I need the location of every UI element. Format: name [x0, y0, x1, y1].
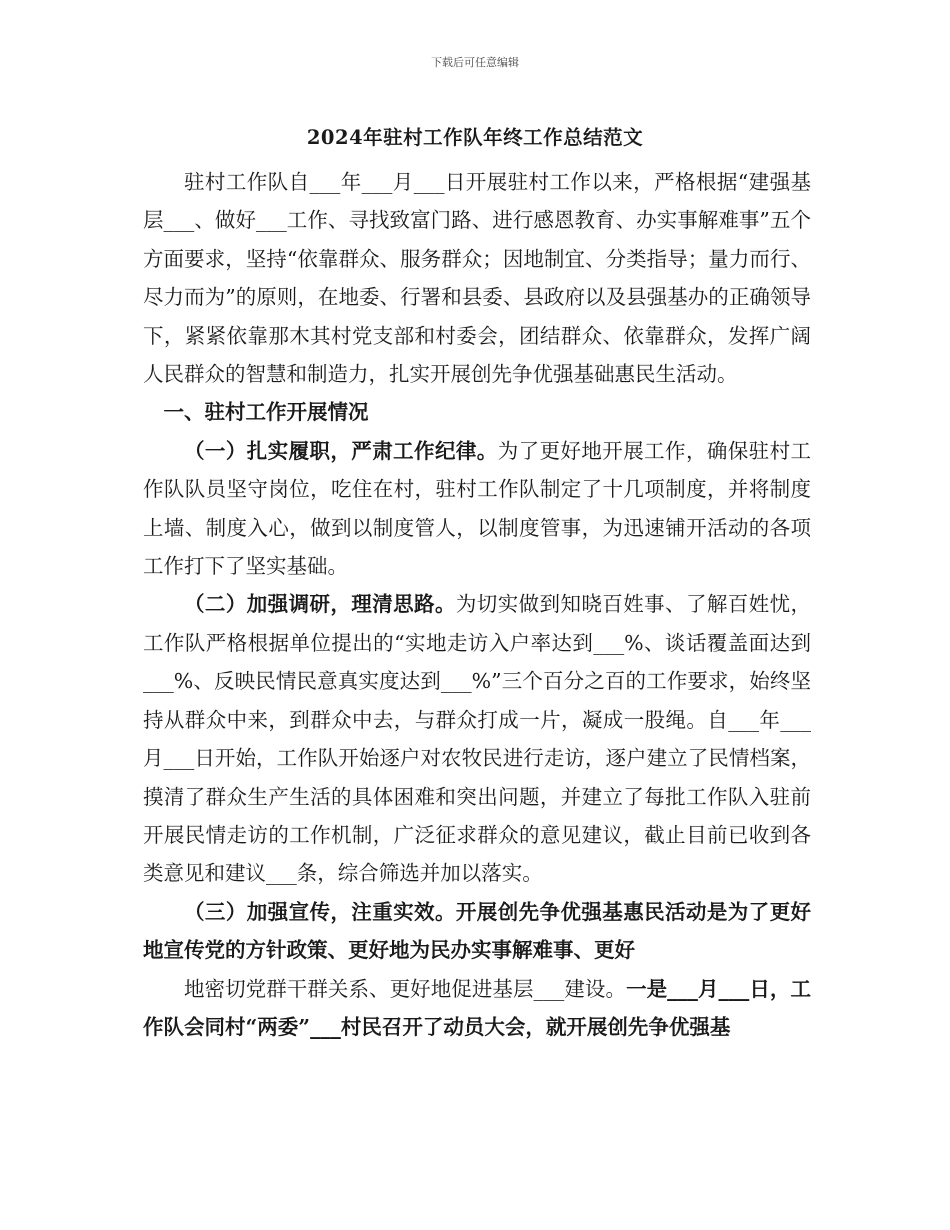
header-note: 下载后可任意编辑 [431, 56, 519, 69]
item3-continuation [143, 970, 811, 1047]
item1-paragraph [143, 432, 811, 586]
document-body [143, 163, 811, 1046]
item2-text: 为切实做到知晓百姓事、了解百姓忧，工作队严格根据单位提出的“实地走访入户率达到___%、谈话覆盖面达到___%、反映民情民意真实度达到___%”三个百分之百的工作要求，始终坚持从群众中来，到群众中去，与群众打成一片，凝成一股绳。自___年___月___日开始，工作队开始逐户对农牧民进行走访，逐户建立了民情档案，摸清了群众生产生活的具体困难和突出问题，并建立了每批工作队入驻前开展民情走访的工作机制，广泛征求群众的意见建议，截止目前已收到各类意见和建议___条，综合筛选并加以落实。 [143, 592, 812, 886]
section-heading: 一、驻村工作开展情况 [163, 400, 369, 425]
item3-cont-bold: 一是___月___日，工作队会同村“两委”___村民召开了动员大会，就开展创先争优强基 [143, 976, 811, 1039]
item2-heading: （二）加强调研，理清思路。 [184, 592, 456, 617]
item2-paragraph [143, 585, 811, 892]
item1-heading: （一）扎实履职，严肃工作纪律。 [184, 438, 498, 463]
item1-text: 为了更好地开展工作，确保驻村工作队队员坚守岗位，吃住在村，驻村工作队制定了十几项制度，并将制度上墙、制度入心，做到以制度管人，以制度管事，为迅速铺开活动的各项工作打下了坚实基础。 [143, 438, 812, 579]
item3-cont-plain: 地密切党群干群关系、更好地促进基层___建设。 [184, 976, 627, 1001]
intro-paragraph: 驻村工作队自___年___月___日开展驻村工作以来，严格根据“建强基层___、做好___工作、寻找致富门路、进行感恩教育、办实事解难事”五个方面要求，坚持“依靠群众、服务群众；因地制宜、分类指导；量力而行、尽力而为”的原则，在地委、行署和县委、县政府以及县强基办的正确领导下，紧紧依靠那木其村党支部和村委会，团结群众、依靠群众，发挥广阔人民群众的智慧和制造力，扎实开展创先争优强基础惠民生活动。 [143, 170, 811, 387]
item3-paragraph: （三）加强宣传，注重实效。开展创先争优强基惠民活动是为了更好地宣传党的方针政策、更好地为民办实事解难事、更好 [143, 899, 811, 963]
document-title: 2024年驻村工作队年终工作总结范文 [306, 126, 644, 149]
